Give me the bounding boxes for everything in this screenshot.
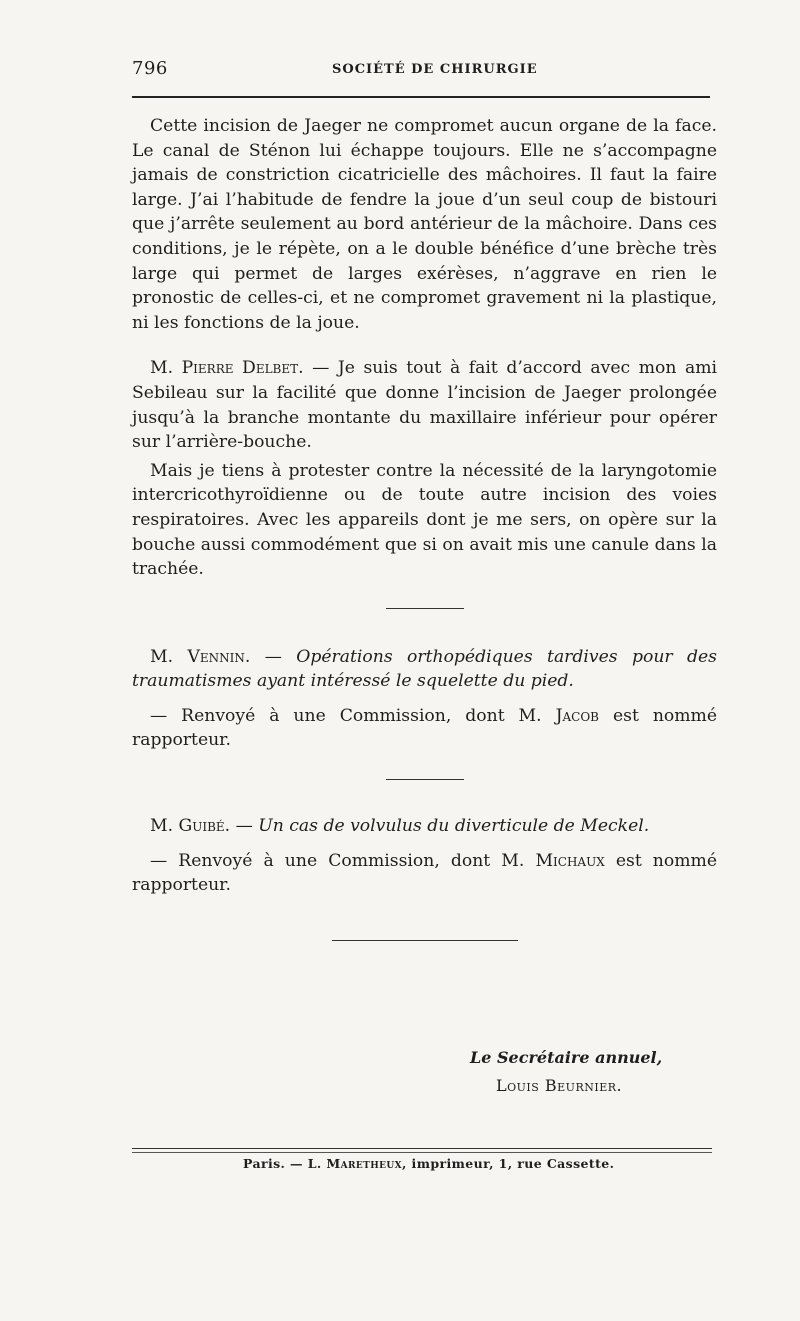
paragraph-renvoye-jacob [132,704,717,753]
paragraph-text: — Je suis tout à fait d’accord avec mon ami Sebileau sur la facilité que donne l’incision de Jaeger prolongée jusqu’à la branche montante du maxillaire inférieur pour opérer sur l’arrière-bouche. [132,358,717,453]
imprint-text: Paris. — L. [243,1156,327,1171]
speaker-name: M. Pierre Delbet. [150,358,304,379]
spacer [132,694,717,704]
rapporteur-name: Michaux [535,850,605,871]
paragraph-laryngotomy: Mais je tiens à protester contre la nécessité de la laryngotomie intercricothyroïdienne ou de toute autre incision des voies respiratoires. Avec les appareils dont je me sers, on opère sur la bouche aussi commodément que si on avait mis une canule dans la trachée. [132,460,717,580]
spacer [132,335,717,356]
paragraph-jaeger-incision: Cette incision de Jaeger ne compromet aucun organe de la face. Le canal de Sténon lui échappe toujours. Elle ne s’accompagne jamais de constriction cicatricielle des mâchoires. Il faut la faire large. J’ai l’habitude de fendre la joue d’un seul coup de bistouri que j’arrête seulement au bord antérieur de la mâchoire. Dans ces conditions, je le répète, on a le double bénéfice d’une brèche très large qui permet de larges exérèses, n’aggrave en rien le pronostic de celles-ci, et ne compromet gravement ni la plastique, ni les fonctions de la joue. [132,116,717,333]
paragraph-text: — Renvoyé à une Commission, dont M. [150,705,556,726]
paragraph-vennin [132,645,717,694]
dash: — [250,646,297,667]
paragraph-text: est nommé rapporteur. [132,705,718,751]
page-header [132,58,710,84]
paragraph-guibe [132,814,717,839]
speaker-name: M. Vennin. [150,646,251,667]
paragraph-delbet [132,356,717,454]
signature-name: Louis Beurnier. [496,1076,623,1095]
paragraph-text: est nommé rapporteur. [132,850,717,896]
running-title: SOCIÉTÉ DE CHIRURGIE [332,62,538,77]
speaker-name: M. Guibé. [150,816,231,837]
paragraph-text: — Renvoyé à une Commission, dont M. [150,850,536,871]
page-number: 796 [132,58,168,79]
dash: — [230,816,259,837]
spacer [132,898,717,940]
paragraph-renvoye-michaux [132,849,717,898]
body-text [132,114,717,941]
footer-rule [132,1148,712,1149]
closing-rule [332,940,518,941]
spacer [132,582,717,608]
printer-imprint [243,1156,614,1171]
rapporteur-name: Jacob [555,705,599,726]
printer-name: Maretheux [326,1156,403,1171]
spacer [132,839,717,849]
imprint-text: , imprimeur, 1, rue Cassette. [402,1156,615,1171]
communication-title: Un cas de volvulus du diverticule de Meckel. [258,816,650,837]
signature-role: Le Secrétaire annuel, [470,1048,663,1067]
signature-block [470,1046,720,1102]
communication-title: Opérations orthopédiques tardives pour des traumatismes ayant intéressé le squelette du pied. [132,646,717,692]
spacer [132,753,717,779]
footer-rule-thin [132,1152,712,1153]
spacer [132,609,717,645]
header-rule [132,96,710,98]
spacer [132,780,717,814]
